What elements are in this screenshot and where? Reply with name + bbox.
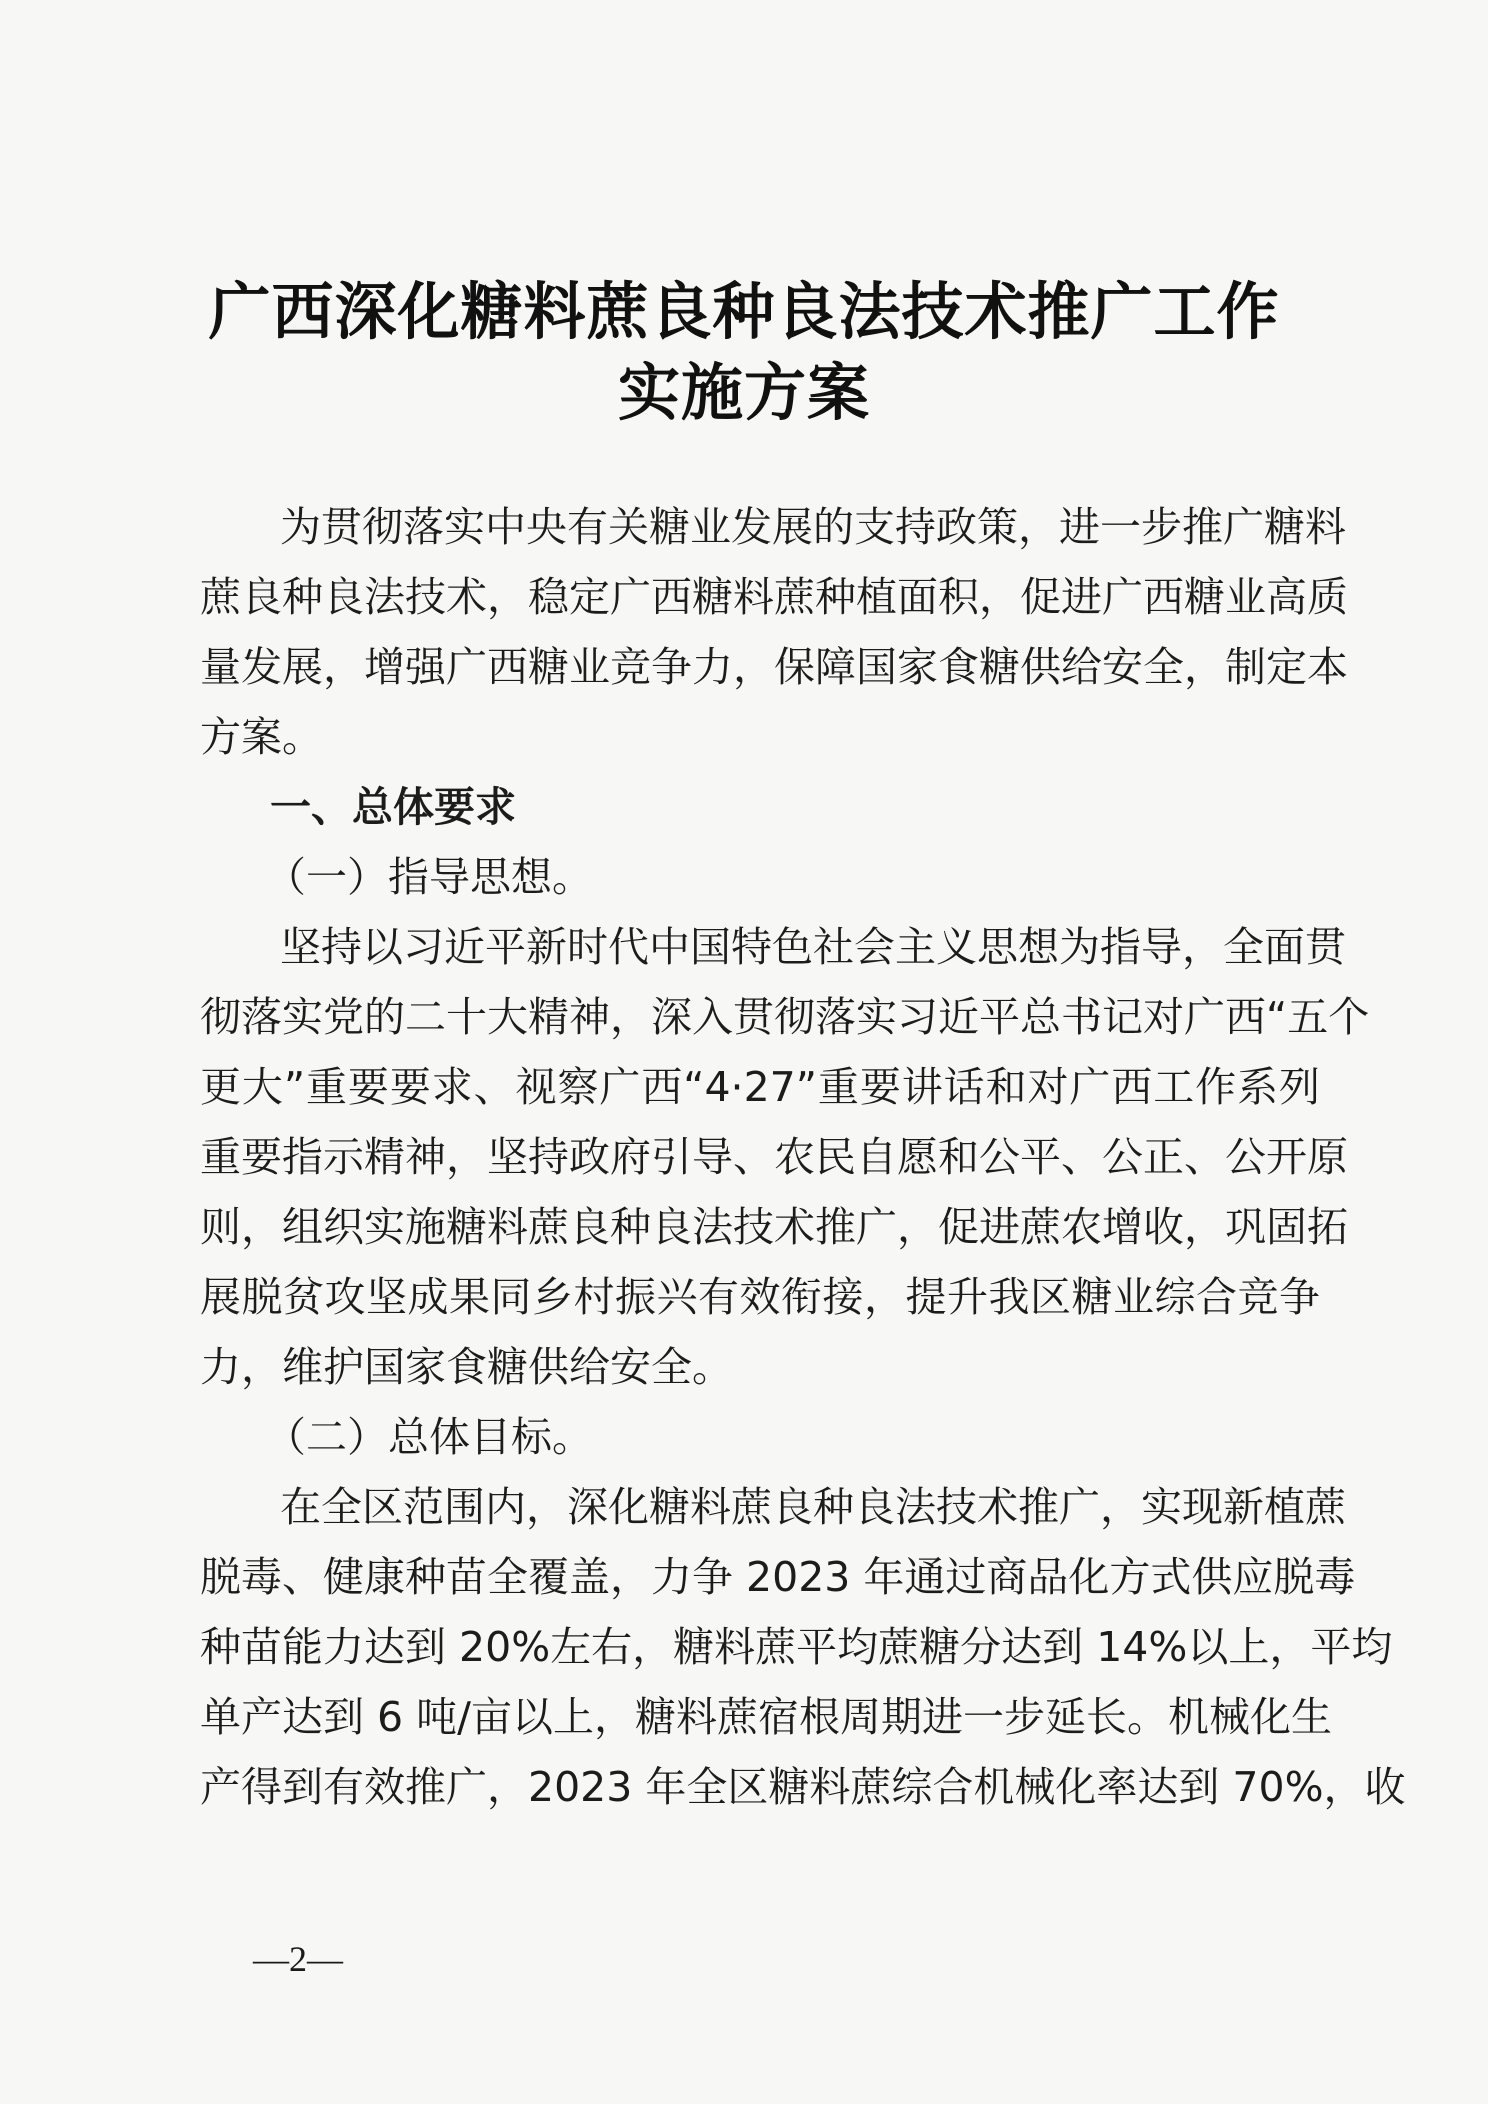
paragraph-line: 单产达到 6 吨/亩以上，糖料蔗宿根周期进一步延长。机械化生 [200,1693,1332,1741]
intro-line: 量发展，增强广西糖业竞争力，保障国家食糖供给安全，制定本 [200,643,1348,691]
intro-line: 方案。 [200,713,323,761]
paragraph-line: 坚持以习近平新时代中国特色社会主义思想为指导，全面贯 [280,923,1346,971]
paragraph-line: 则，组织实施糖料蔗良种良法技术推广，促进蔗农增收，巩固拓 [200,1203,1348,1251]
subsection-heading: （一）指导思想。 [265,853,593,901]
subsection-heading: （二）总体目标。 [265,1413,593,1461]
paragraph-line: 脱毒、健康种苗全覆盖，力争 2023 年通过商品化方式供应脱毒 [200,1553,1356,1601]
paragraph-line: 彻落实党的二十大精神，深入贯彻落实习近平总书记对广西“五个 [200,993,1370,1041]
paragraph-line: 种苗能力达到 20%左右，糖料蔗平均蔗糖分达到 14%以上，平均 [200,1623,1393,1671]
paragraph-line: 力，维护国家食糖供给安全。 [200,1343,733,1391]
paragraph-line: 在全区范围内，深化糖料蔗良种良法技术推广，实现新植蔗 [280,1483,1346,1531]
intro-line: 蔗良种良法技术，稳定广西糖料蔗种植面积，促进广西糖业高质 [200,573,1348,621]
paragraph-line: 产得到有效推广，2023 年全区糖料蔗综合机械化率达到 70%，收 [200,1763,1406,1811]
paragraph-line: 展脱贫攻坚成果同乡村振兴有效衔接，提升我区糖业综合竞争 [200,1273,1320,1321]
paragraph-line: 更大”重要要求、视察广西“4·27”重要讲话和对广西工作系列 [200,1063,1320,1111]
document-title-line-1: 广西深化糖料蔗良种良法技术推广工作 [208,275,1280,348]
paragraph-line: 重要指示精神，坚持政府引导、农民自愿和公平、公正、公开原 [200,1133,1348,1181]
section-heading: 一、总体要求 [270,783,516,831]
document-title-line-2: 实施方案 [617,356,870,429]
intro-line: 为贯彻落实中央有关糖业发展的支持政策，进一步推广糖料 [280,503,1346,551]
page-number: —2— [253,1939,343,1979]
